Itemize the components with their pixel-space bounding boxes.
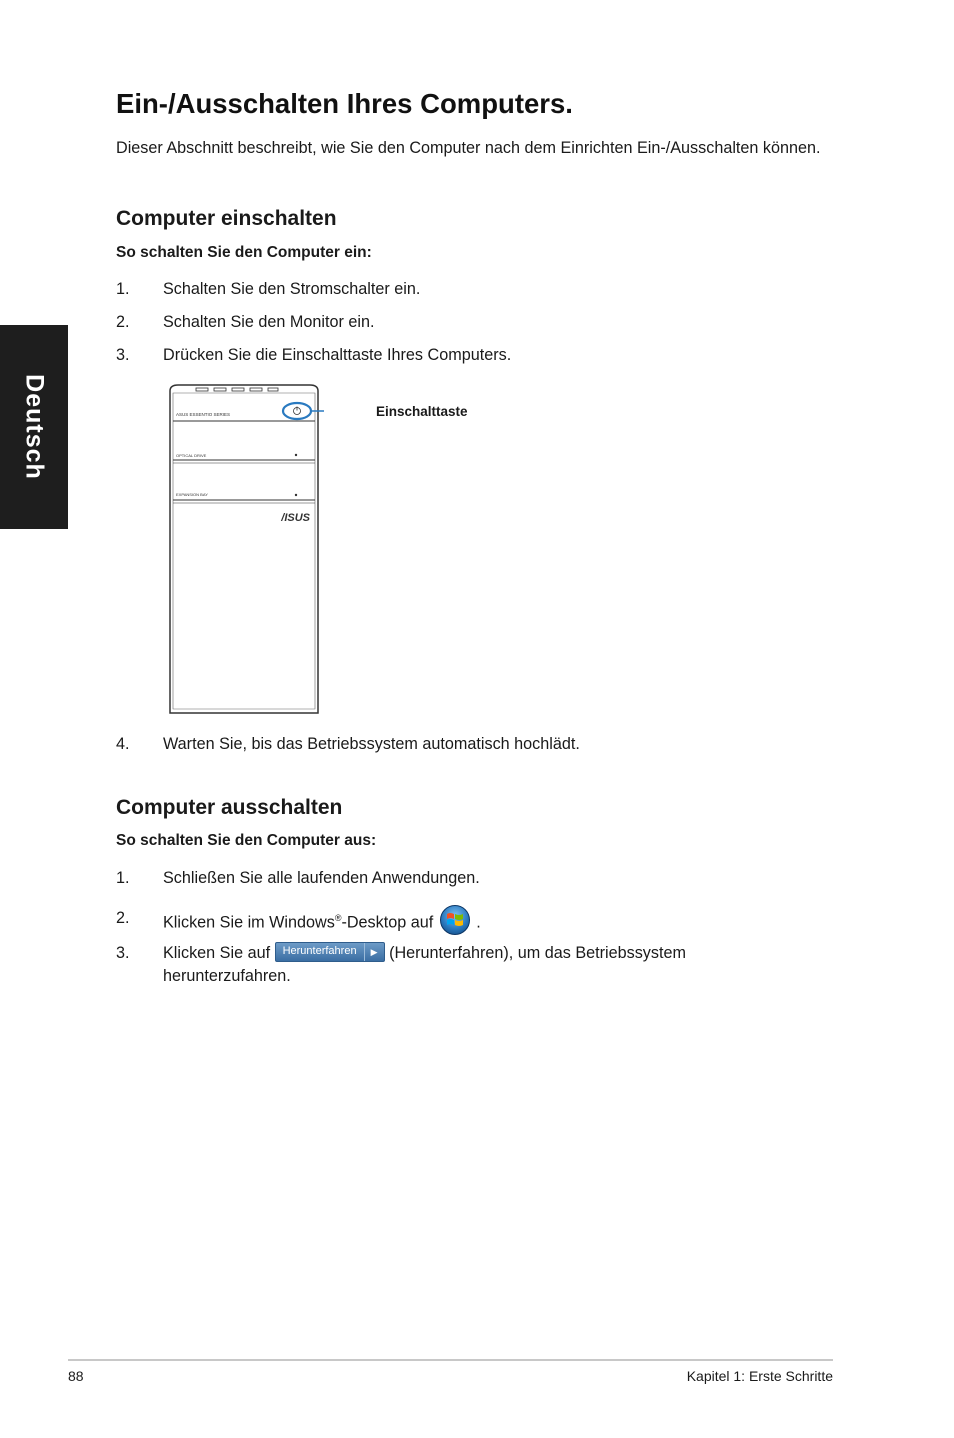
bay-label-expansion: EXPANSION BAY xyxy=(176,492,208,497)
step-number: 1. xyxy=(116,280,130,298)
intro-paragraph: Dieser Abschnitt beschreibt, wie Sie den Computer nach dem Einrichten Ein-/Ausschalten können. xyxy=(116,139,821,157)
step-text-pre: Klicken Sie im Windows xyxy=(163,913,335,932)
step-text-line2: herunterzufahren. xyxy=(163,967,291,985)
shutdown-button[interactable] xyxy=(275,942,385,962)
step-text: Warten Sie, bis das Betriebssystem automatisch hochlädt. xyxy=(163,735,580,753)
step-text: Drücken Sie die Einschalttaste Ihres Computers. xyxy=(163,346,512,364)
step-text xyxy=(163,907,803,935)
step-number: 2. xyxy=(116,313,130,331)
shutdown-button-label: Herunterfahren xyxy=(282,944,357,957)
bay-label-series: ASUS ESSENTIO SERIES xyxy=(176,412,231,417)
step-number: 4. xyxy=(116,735,130,753)
step-text-post: -Desktop auf xyxy=(341,913,434,932)
chevron-right-icon[interactable]: ▶ xyxy=(364,943,384,961)
page-number: 88 xyxy=(68,1368,84,1384)
step-number: 1. xyxy=(116,869,130,887)
brand-logo: /ISUS xyxy=(281,512,310,524)
computer-tower-illustration xyxy=(164,383,324,717)
section-heading-off: Computer ausschalten xyxy=(116,796,343,819)
subheading-off: So schalten Sie den Computer aus: xyxy=(116,832,377,849)
bay-label-optical: OPTICAL DRIVE xyxy=(176,453,207,458)
step-number: 3. xyxy=(116,944,130,962)
windows-start-orb-icon[interactable] xyxy=(440,905,470,935)
registered-mark: ® xyxy=(334,913,342,923)
step-text-end: . xyxy=(476,913,481,932)
step-text: Schalten Sie den Monitor ein. xyxy=(163,313,375,331)
callout-power-button: Einschalttaste xyxy=(376,404,468,419)
language-tab-label: Deutsch xyxy=(20,374,49,480)
step-number: 3. xyxy=(116,346,130,364)
step-text-post: (Herunterfahren), um das Betriebssystem xyxy=(389,944,686,962)
chapter-label: Kapitel 1: Erste Schritte xyxy=(686,1368,833,1384)
subheading-on: So schalten Sie den Computer ein: xyxy=(116,244,372,261)
step-text: Schalten Sie den Stromschalter ein. xyxy=(163,280,421,298)
language-tab xyxy=(0,325,68,529)
step-text xyxy=(163,942,803,988)
footer-divider xyxy=(68,1359,833,1361)
page-title: Ein-/Ausschalten Ihres Computers. xyxy=(116,88,573,119)
step-number: 2. xyxy=(116,909,130,927)
step-text: Schließen Sie alle laufenden Anwendungen. xyxy=(163,869,480,887)
section-heading-on: Computer einschalten xyxy=(116,207,337,230)
step-text-pre: Klicken Sie auf xyxy=(163,944,271,962)
